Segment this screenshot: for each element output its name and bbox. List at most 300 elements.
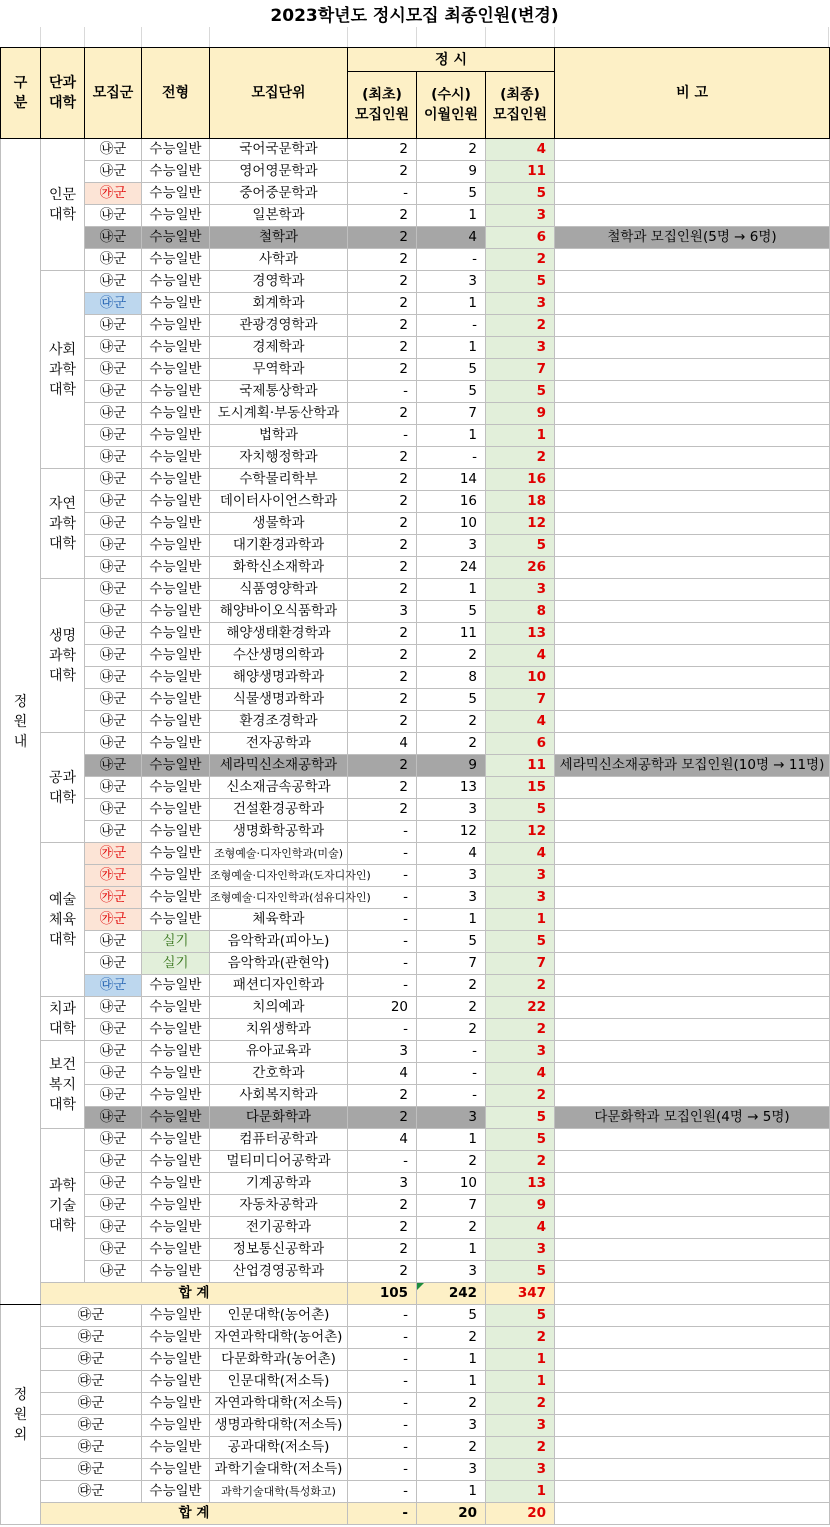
remark-cell <box>555 909 830 931</box>
group-cell: ㉯군 <box>85 689 142 711</box>
initial-cell: 3 <box>348 1173 417 1195</box>
carry-cell: 5 <box>417 931 486 953</box>
final-cell: 1 <box>486 1371 555 1393</box>
table-row <box>1 1239 830 1261</box>
type-cell: 수능일반 <box>142 821 210 843</box>
initial-cell: - <box>348 865 417 887</box>
carry-cell: 3 <box>417 1261 486 1283</box>
remark-cell <box>555 1239 830 1261</box>
college-name: 사회 과학 대학 <box>41 271 85 469</box>
remark-cell <box>555 645 830 667</box>
final-cell: 9 <box>486 1195 555 1217</box>
type-cell: 수능일반 <box>142 1173 210 1195</box>
remark-cell <box>555 469 830 491</box>
final-cell: 5 <box>486 271 555 293</box>
carry-cell: 2 <box>417 1393 486 1415</box>
initial-cell: 2 <box>348 1261 417 1283</box>
final-cell: 5 <box>486 1107 555 1129</box>
table-row <box>1 1041 830 1063</box>
final-cell: 7 <box>486 359 555 381</box>
table-row <box>1 777 830 799</box>
group-cell: ㉯군 <box>85 601 142 623</box>
table-row <box>1 821 830 843</box>
type-cell: 수능일반 <box>142 1393 210 1415</box>
final-cell: 5 <box>486 799 555 821</box>
type-cell: 수능일반 <box>142 139 210 161</box>
total-remark <box>555 1283 830 1305</box>
type-cell: 수능일반 <box>142 975 210 997</box>
unit-cell: 환경조경학과 <box>210 711 348 733</box>
table-row <box>1 1019 830 1041</box>
initial-cell: 2 <box>348 469 417 491</box>
final-cell: 26 <box>486 557 555 579</box>
initial-cell: 2 <box>348 139 417 161</box>
initial-cell: 2 <box>348 689 417 711</box>
college-name: 공과 대학 <box>41 733 85 843</box>
carry-cell: 2 <box>417 733 486 755</box>
remark-cell <box>555 249 830 271</box>
initial-cell: - <box>348 1415 417 1437</box>
group-cell: ㉯군 <box>85 777 142 799</box>
group-cell: ㉰군 <box>41 1415 142 1437</box>
carry-cell: 7 <box>417 953 486 975</box>
type-cell: 수능일반 <box>142 1019 210 1041</box>
unit-cell: 영어영문학과 <box>210 161 348 183</box>
group-cell: ㉯군 <box>85 667 142 689</box>
group-cell: ㉰군 <box>41 1305 142 1327</box>
total-final: 347 <box>486 1283 555 1305</box>
table-row <box>1 381 830 403</box>
remark-cell <box>555 711 830 733</box>
final-cell: 5 <box>486 931 555 953</box>
group-cell: ㉯군 <box>85 139 142 161</box>
group-cell: ㉮군 <box>85 183 142 205</box>
final-cell: 1 <box>486 1349 555 1371</box>
remark-cell <box>555 579 830 601</box>
group-cell: ㉯군 <box>85 623 142 645</box>
type-cell: 수능일반 <box>142 579 210 601</box>
unit-cell: 건설환경공학과 <box>210 799 348 821</box>
type-cell: 수능일반 <box>142 535 210 557</box>
table-row <box>1 1085 830 1107</box>
remark-cell <box>555 1349 830 1371</box>
carry-cell: 3 <box>417 799 486 821</box>
final-cell: 13 <box>486 1173 555 1195</box>
remark-cell <box>555 359 830 381</box>
remark-cell: 세라믹신소재공학과 모집인원(10명 → 11명) <box>555 755 830 777</box>
carry-cell: - <box>417 447 486 469</box>
header-remark: 비 고 <box>555 48 830 139</box>
remark-cell: 철학과 모집인원(5명 → 6명) <box>555 227 830 249</box>
table-row <box>1 997 830 1019</box>
table-row <box>1 1349 830 1371</box>
carry-cell: 5 <box>417 183 486 205</box>
carry-cell: 2 <box>417 139 486 161</box>
type-cell: 수능일반 <box>142 403 210 425</box>
final-cell: 10 <box>486 667 555 689</box>
total-carry: 242 <box>417 1283 486 1305</box>
group-cell: ㉰군 <box>41 1437 142 1459</box>
carry-cell: 3 <box>417 1459 486 1481</box>
remark-cell <box>555 161 830 183</box>
initial-cell: 2 <box>348 535 417 557</box>
type-cell: 수능일반 <box>142 601 210 623</box>
initial-cell: 2 <box>348 667 417 689</box>
table-row <box>1 293 830 315</box>
unit-cell: 데이터사이언스학과 <box>210 491 348 513</box>
unit-cell: 생명과학대학(저소득) <box>210 1415 348 1437</box>
final-cell: 18 <box>486 491 555 513</box>
type-cell: 수능일반 <box>142 623 210 645</box>
initial-cell: 2 <box>348 271 417 293</box>
carry-cell: 5 <box>417 1305 486 1327</box>
group-cell: ㉯군 <box>85 755 142 777</box>
remark-cell <box>555 1217 830 1239</box>
carry-cell: 1 <box>417 579 486 601</box>
unit-cell: 자연과학대학(농어촌) <box>210 1327 348 1349</box>
group-cell: ㉯군 <box>85 1261 142 1283</box>
type-cell: 수능일반 <box>142 205 210 227</box>
unit-cell: 경제학과 <box>210 337 348 359</box>
remark-cell <box>555 733 830 755</box>
carry-cell: 10 <box>417 1173 486 1195</box>
final-cell: 11 <box>486 161 555 183</box>
group-cell: ㉯군 <box>85 733 142 755</box>
remark-cell <box>555 975 830 997</box>
type-cell: 수능일반 <box>142 1107 210 1129</box>
unit-cell: 국제통상학과 <box>210 381 348 403</box>
unit-cell: 치위생학과 <box>210 1019 348 1041</box>
total-initial: 105 <box>348 1283 417 1305</box>
unit-cell: 사학과 <box>210 249 348 271</box>
unit-cell: 관광경영학과 <box>210 315 348 337</box>
initial-cell: 2 <box>348 403 417 425</box>
table-row <box>1 227 830 249</box>
type-cell: 수능일반 <box>142 733 210 755</box>
remark-cell <box>555 1459 830 1481</box>
remark-cell <box>555 183 830 205</box>
final-cell: 4 <box>486 139 555 161</box>
remark-cell <box>555 1371 830 1393</box>
final-cell: 8 <box>486 601 555 623</box>
carry-cell: 2 <box>417 1437 486 1459</box>
table-row <box>1 491 830 513</box>
table-row <box>1 403 830 425</box>
unit-cell: 식품영양학과 <box>210 579 348 601</box>
type-cell: 수능일반 <box>142 425 210 447</box>
type-cell: 실기 <box>142 931 210 953</box>
type-cell: 실기 <box>142 953 210 975</box>
final-cell: 3 <box>486 1459 555 1481</box>
group-cell: ㉰군 <box>41 1393 142 1415</box>
type-cell: 수능일반 <box>142 1437 210 1459</box>
unit-cell: 컴퓨터공학과 <box>210 1129 348 1151</box>
group-cell: ㉯군 <box>85 953 142 975</box>
final-cell: 5 <box>486 1305 555 1327</box>
table-row <box>1 1305 830 1327</box>
unit-cell: 체육학과 <box>210 909 348 931</box>
final-cell: 12 <box>486 821 555 843</box>
table-row <box>1 1151 830 1173</box>
carry-cell: 12 <box>417 821 486 843</box>
carry-cell: 5 <box>417 359 486 381</box>
carry-cell: 7 <box>417 1195 486 1217</box>
type-cell: 수능일반 <box>142 315 210 337</box>
remark-cell <box>555 271 830 293</box>
group-cell: ㉰군 <box>85 975 142 997</box>
group-cell: ㉰군 <box>41 1349 142 1371</box>
group-cell: ㉯군 <box>85 381 142 403</box>
table-row <box>1 315 830 337</box>
unit-cell: 유아교육과 <box>210 1041 348 1063</box>
final-cell: 4 <box>486 1063 555 1085</box>
unit-cell: 해양생명과학과 <box>210 667 348 689</box>
initial-cell: - <box>348 909 417 931</box>
group-cell: ㉰군 <box>41 1481 142 1503</box>
group-cell: ㉯군 <box>85 403 142 425</box>
remark-cell <box>555 1173 830 1195</box>
initial-cell: - <box>348 843 417 865</box>
final-cell: 16 <box>486 469 555 491</box>
remark-cell <box>555 315 830 337</box>
remark-cell <box>555 1327 830 1349</box>
unit-cell: 사회복지학과 <box>210 1085 348 1107</box>
final-cell: 2 <box>486 315 555 337</box>
type-cell: 수능일반 <box>142 1481 210 1503</box>
remark-cell <box>555 777 830 799</box>
final-cell: 3 <box>486 865 555 887</box>
header-final: (최종) 모집인원 <box>486 72 555 139</box>
college-name: 과학 기술 대학 <box>41 1129 85 1283</box>
carry-cell: 4 <box>417 843 486 865</box>
initial-cell: - <box>348 1151 417 1173</box>
unit-cell: 세라믹신소재공학과 <box>210 755 348 777</box>
total-remark <box>555 1503 830 1525</box>
carry-cell: 1 <box>417 293 486 315</box>
final-cell: 3 <box>486 1041 555 1063</box>
unit-cell: 음악학과(관현악) <box>210 953 348 975</box>
unit-cell: 인문대학(저소득) <box>210 1371 348 1393</box>
carry-cell: 14 <box>417 469 486 491</box>
remark-cell <box>555 601 830 623</box>
carry-cell: 1 <box>417 1371 486 1393</box>
unit-cell: 조형예술·디자인학과(미술) <box>210 843 348 865</box>
initial-cell: - <box>348 1371 417 1393</box>
unit-cell: 음악학과(피아노) <box>210 931 348 953</box>
carry-cell: 1 <box>417 1239 486 1261</box>
group-cell: ㉮군 <box>85 909 142 931</box>
group-cell: ㉯군 <box>85 711 142 733</box>
final-cell: 7 <box>486 953 555 975</box>
header-initial: (최초) 모집인원 <box>348 72 417 139</box>
college-name: 생명 과학 대학 <box>41 579 85 733</box>
carry-cell: 2 <box>417 1019 486 1041</box>
final-cell: 13 <box>486 623 555 645</box>
initial-cell: 4 <box>348 1063 417 1085</box>
type-cell: 수능일반 <box>142 293 210 315</box>
final-cell: 3 <box>486 1415 555 1437</box>
final-cell: 5 <box>486 1261 555 1283</box>
table-row <box>1 909 830 931</box>
final-cell: 2 <box>486 1393 555 1415</box>
final-cell: 4 <box>486 1217 555 1239</box>
initial-cell: 2 <box>348 447 417 469</box>
remark-cell <box>555 447 830 469</box>
unit-cell: 무역학과 <box>210 359 348 381</box>
remark-cell <box>555 205 830 227</box>
unit-cell: 대기환경과학과 <box>210 535 348 557</box>
type-cell: 수능일반 <box>142 997 210 1019</box>
type-cell: 수능일반 <box>142 227 210 249</box>
group-cell: ㉮군 <box>85 887 142 909</box>
group-cell: ㉯군 <box>85 205 142 227</box>
unit-cell: 멀티미디어공학과 <box>210 1151 348 1173</box>
type-cell: 수능일반 <box>142 183 210 205</box>
group-cell: ㉯군 <box>85 557 142 579</box>
initial-cell: - <box>348 1327 417 1349</box>
carry-cell: 1 <box>417 425 486 447</box>
unit-cell: 수학물리학부 <box>210 469 348 491</box>
group-cell: ㉯군 <box>85 799 142 821</box>
type-cell: 수능일반 <box>142 1151 210 1173</box>
remark-cell <box>555 865 830 887</box>
final-cell: 7 <box>486 689 555 711</box>
table-row <box>1 1195 830 1217</box>
initial-cell: - <box>348 975 417 997</box>
final-cell: 3 <box>486 337 555 359</box>
page-title: 2023학년도 정시모집 최종인원(변경) <box>270 6 559 26</box>
type-cell: 수능일반 <box>142 1217 210 1239</box>
type-cell: 수능일반 <box>142 557 210 579</box>
type-cell: 수능일반 <box>142 1415 210 1437</box>
section-label-outside: 정 원 외 <box>1 1305 41 1525</box>
carry-cell: 9 <box>417 161 486 183</box>
carry-cell: 3 <box>417 1107 486 1129</box>
type-cell: 수능일반 <box>142 1459 210 1481</box>
group-cell: ㉰군 <box>41 1327 142 1349</box>
table-row <box>1 447 830 469</box>
unit-cell: 간호학과 <box>210 1063 348 1085</box>
initial-cell: - <box>348 1481 417 1503</box>
type-cell: 수능일반 <box>142 1371 210 1393</box>
unit-cell: 중어중문학과 <box>210 183 348 205</box>
final-cell: 6 <box>486 733 555 755</box>
table-row <box>1 1371 830 1393</box>
final-cell: 15 <box>486 777 555 799</box>
final-cell: 1 <box>486 909 555 931</box>
carry-cell: 1 <box>417 337 486 359</box>
remark-cell <box>555 931 830 953</box>
remark-cell <box>555 843 830 865</box>
unit-cell: 치의예과 <box>210 997 348 1019</box>
unit-cell: 공과대학(저소득) <box>210 1437 348 1459</box>
initial-cell: - <box>348 1349 417 1371</box>
type-cell: 수능일반 <box>142 1261 210 1283</box>
initial-cell: 2 <box>348 557 417 579</box>
table-row <box>1 1327 830 1349</box>
type-cell: 수능일반 <box>142 513 210 535</box>
table-row <box>1 887 830 909</box>
remark-cell <box>555 1437 830 1459</box>
remark-cell <box>555 887 830 909</box>
initial-cell: 2 <box>348 1085 417 1107</box>
type-cell: 수능일반 <box>142 359 210 381</box>
initial-cell: 2 <box>348 359 417 381</box>
table-row <box>1 623 830 645</box>
final-cell: 3 <box>486 887 555 909</box>
final-cell: 6 <box>486 227 555 249</box>
table-row <box>1 1261 830 1283</box>
initial-cell: 2 <box>348 205 417 227</box>
header-gubun: 구 분 <box>1 48 41 139</box>
initial-cell: - <box>348 953 417 975</box>
unit-cell: 자치행정학과 <box>210 447 348 469</box>
carry-cell: 2 <box>417 1151 486 1173</box>
final-cell: 11 <box>486 755 555 777</box>
initial-cell: - <box>348 821 417 843</box>
initial-cell: - <box>348 1019 417 1041</box>
carry-cell: - <box>417 249 486 271</box>
unit-cell: 전자공학과 <box>210 733 348 755</box>
carry-cell: 3 <box>417 271 486 293</box>
table-row <box>1 1129 830 1151</box>
group-cell: ㉯군 <box>85 997 142 1019</box>
type-cell: 수능일반 <box>142 337 210 359</box>
unit-cell: 화학신소재학과 <box>210 557 348 579</box>
table-row <box>1 645 830 667</box>
carry-cell: 1 <box>417 909 486 931</box>
remark-cell <box>555 491 830 513</box>
final-cell: 4 <box>486 843 555 865</box>
initial-cell: 3 <box>348 601 417 623</box>
unit-cell: 해양바이오식품학과 <box>210 601 348 623</box>
table-row <box>1 579 830 601</box>
initial-cell: 2 <box>348 777 417 799</box>
type-cell: 수능일반 <box>142 1239 210 1261</box>
final-cell: 2 <box>486 447 555 469</box>
table-row <box>1 799 830 821</box>
final-cell: 3 <box>486 205 555 227</box>
remark-cell <box>555 1151 830 1173</box>
unit-cell: 도시계획·부동산학과 <box>210 403 348 425</box>
table-row <box>1 359 830 381</box>
group-cell: ㉯군 <box>85 447 142 469</box>
remark-cell <box>555 1063 830 1085</box>
unit-cell: 정보통신공학과 <box>210 1239 348 1261</box>
table-row <box>1 1217 830 1239</box>
initial-cell: 2 <box>348 227 417 249</box>
carry-cell: - <box>417 315 486 337</box>
type-cell: 수능일반 <box>142 777 210 799</box>
remark-cell <box>555 1481 830 1503</box>
final-cell: 3 <box>486 1239 555 1261</box>
initial-cell: 2 <box>348 337 417 359</box>
table-row <box>1 755 830 777</box>
type-cell: 수능일반 <box>142 1041 210 1063</box>
section-label-inside: 정 원 내 <box>1 139 41 1305</box>
unit-cell: 인문대학(농어촌) <box>210 1305 348 1327</box>
carry-cell: 3 <box>417 1415 486 1437</box>
college-name: 자연 과학 대학 <box>41 469 85 579</box>
type-cell: 수능일반 <box>142 1305 210 1327</box>
remark-cell <box>555 535 830 557</box>
initial-cell: 2 <box>348 1239 417 1261</box>
carry-cell: 16 <box>417 491 486 513</box>
group-cell: ㉯군 <box>85 821 142 843</box>
initial-cell: 2 <box>348 491 417 513</box>
table-row <box>1 205 830 227</box>
type-cell: 수능일반 <box>142 843 210 865</box>
